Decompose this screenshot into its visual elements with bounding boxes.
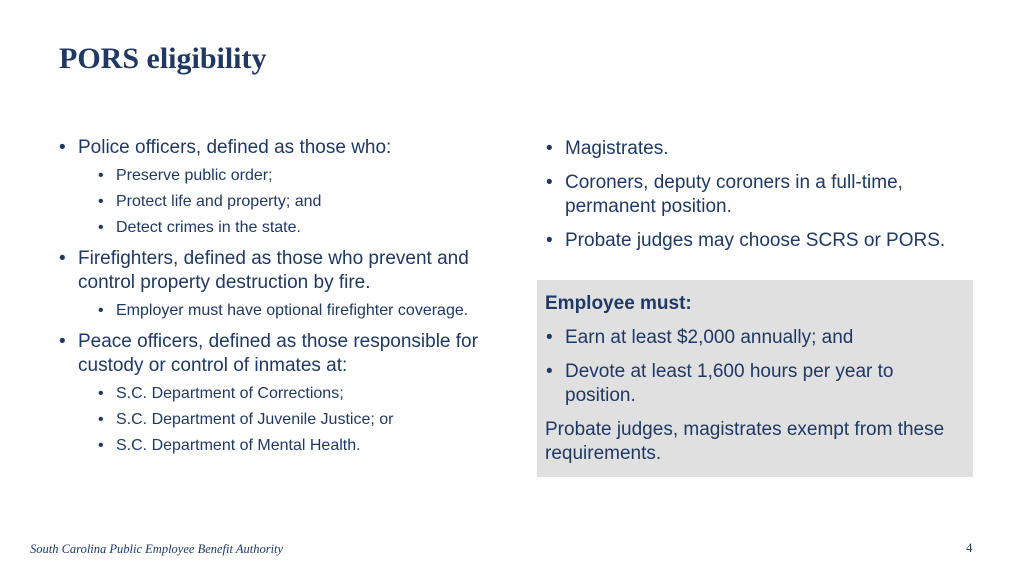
sub-list-item: • S.C. Department of Juvenile Justice; or	[57, 409, 487, 430]
right-column	[545, 137, 965, 263]
requirements-list	[545, 326, 965, 408]
list-item-police: • Police officers, defined as those who:	[57, 136, 487, 160]
requirement-item: • Devote at least 1,600 hours per year to position.	[545, 360, 965, 408]
requirement-item: • Earn at least $2,000 annually; and	[545, 326, 965, 350]
list-item-coroners: • Coroners, deputy coroners in a full-time, permanent position.	[545, 171, 965, 219]
requirements-box	[537, 280, 973, 477]
sub-list-item: • Preserve public order;	[57, 165, 487, 186]
sub-list-item: • S.C. Department of Mental Health.	[57, 435, 487, 456]
list-item-magistrates: • Magistrates.	[545, 137, 965, 161]
list-item-peace-officers: • Peace officers, defined as those responsible for custody or control of inmates at:	[57, 330, 487, 378]
sub-list-item: • S.C. Department of Corrections;	[57, 383, 487, 404]
left-column	[57, 136, 487, 456]
sub-list-item: • Detect crimes in the state.	[57, 217, 487, 238]
page-number: 4	[966, 540, 973, 555]
page-title: PORS eligibility	[59, 42, 267, 75]
exemption-note: Probate judges, magistrates exempt from these requirements.	[545, 419, 945, 464]
list-item-probate-judges: • Probate judges may choose SCRS or PORS.	[545, 229, 965, 253]
eligibility-list	[57, 136, 487, 456]
eligibility-list-right	[545, 137, 965, 253]
footer-organization: South Carolina Public Employee Benefit Authority	[30, 542, 284, 556]
sub-list-item: • Employer must have optional firefighter coverage.	[57, 300, 487, 321]
list-item-firefighters: • Firefighters, defined as those who prevent and control property destruction by fire.	[57, 247, 487, 295]
sub-list-item: • Protect life and property; and	[57, 191, 487, 212]
requirements-heading: Employee must:	[545, 293, 692, 314]
